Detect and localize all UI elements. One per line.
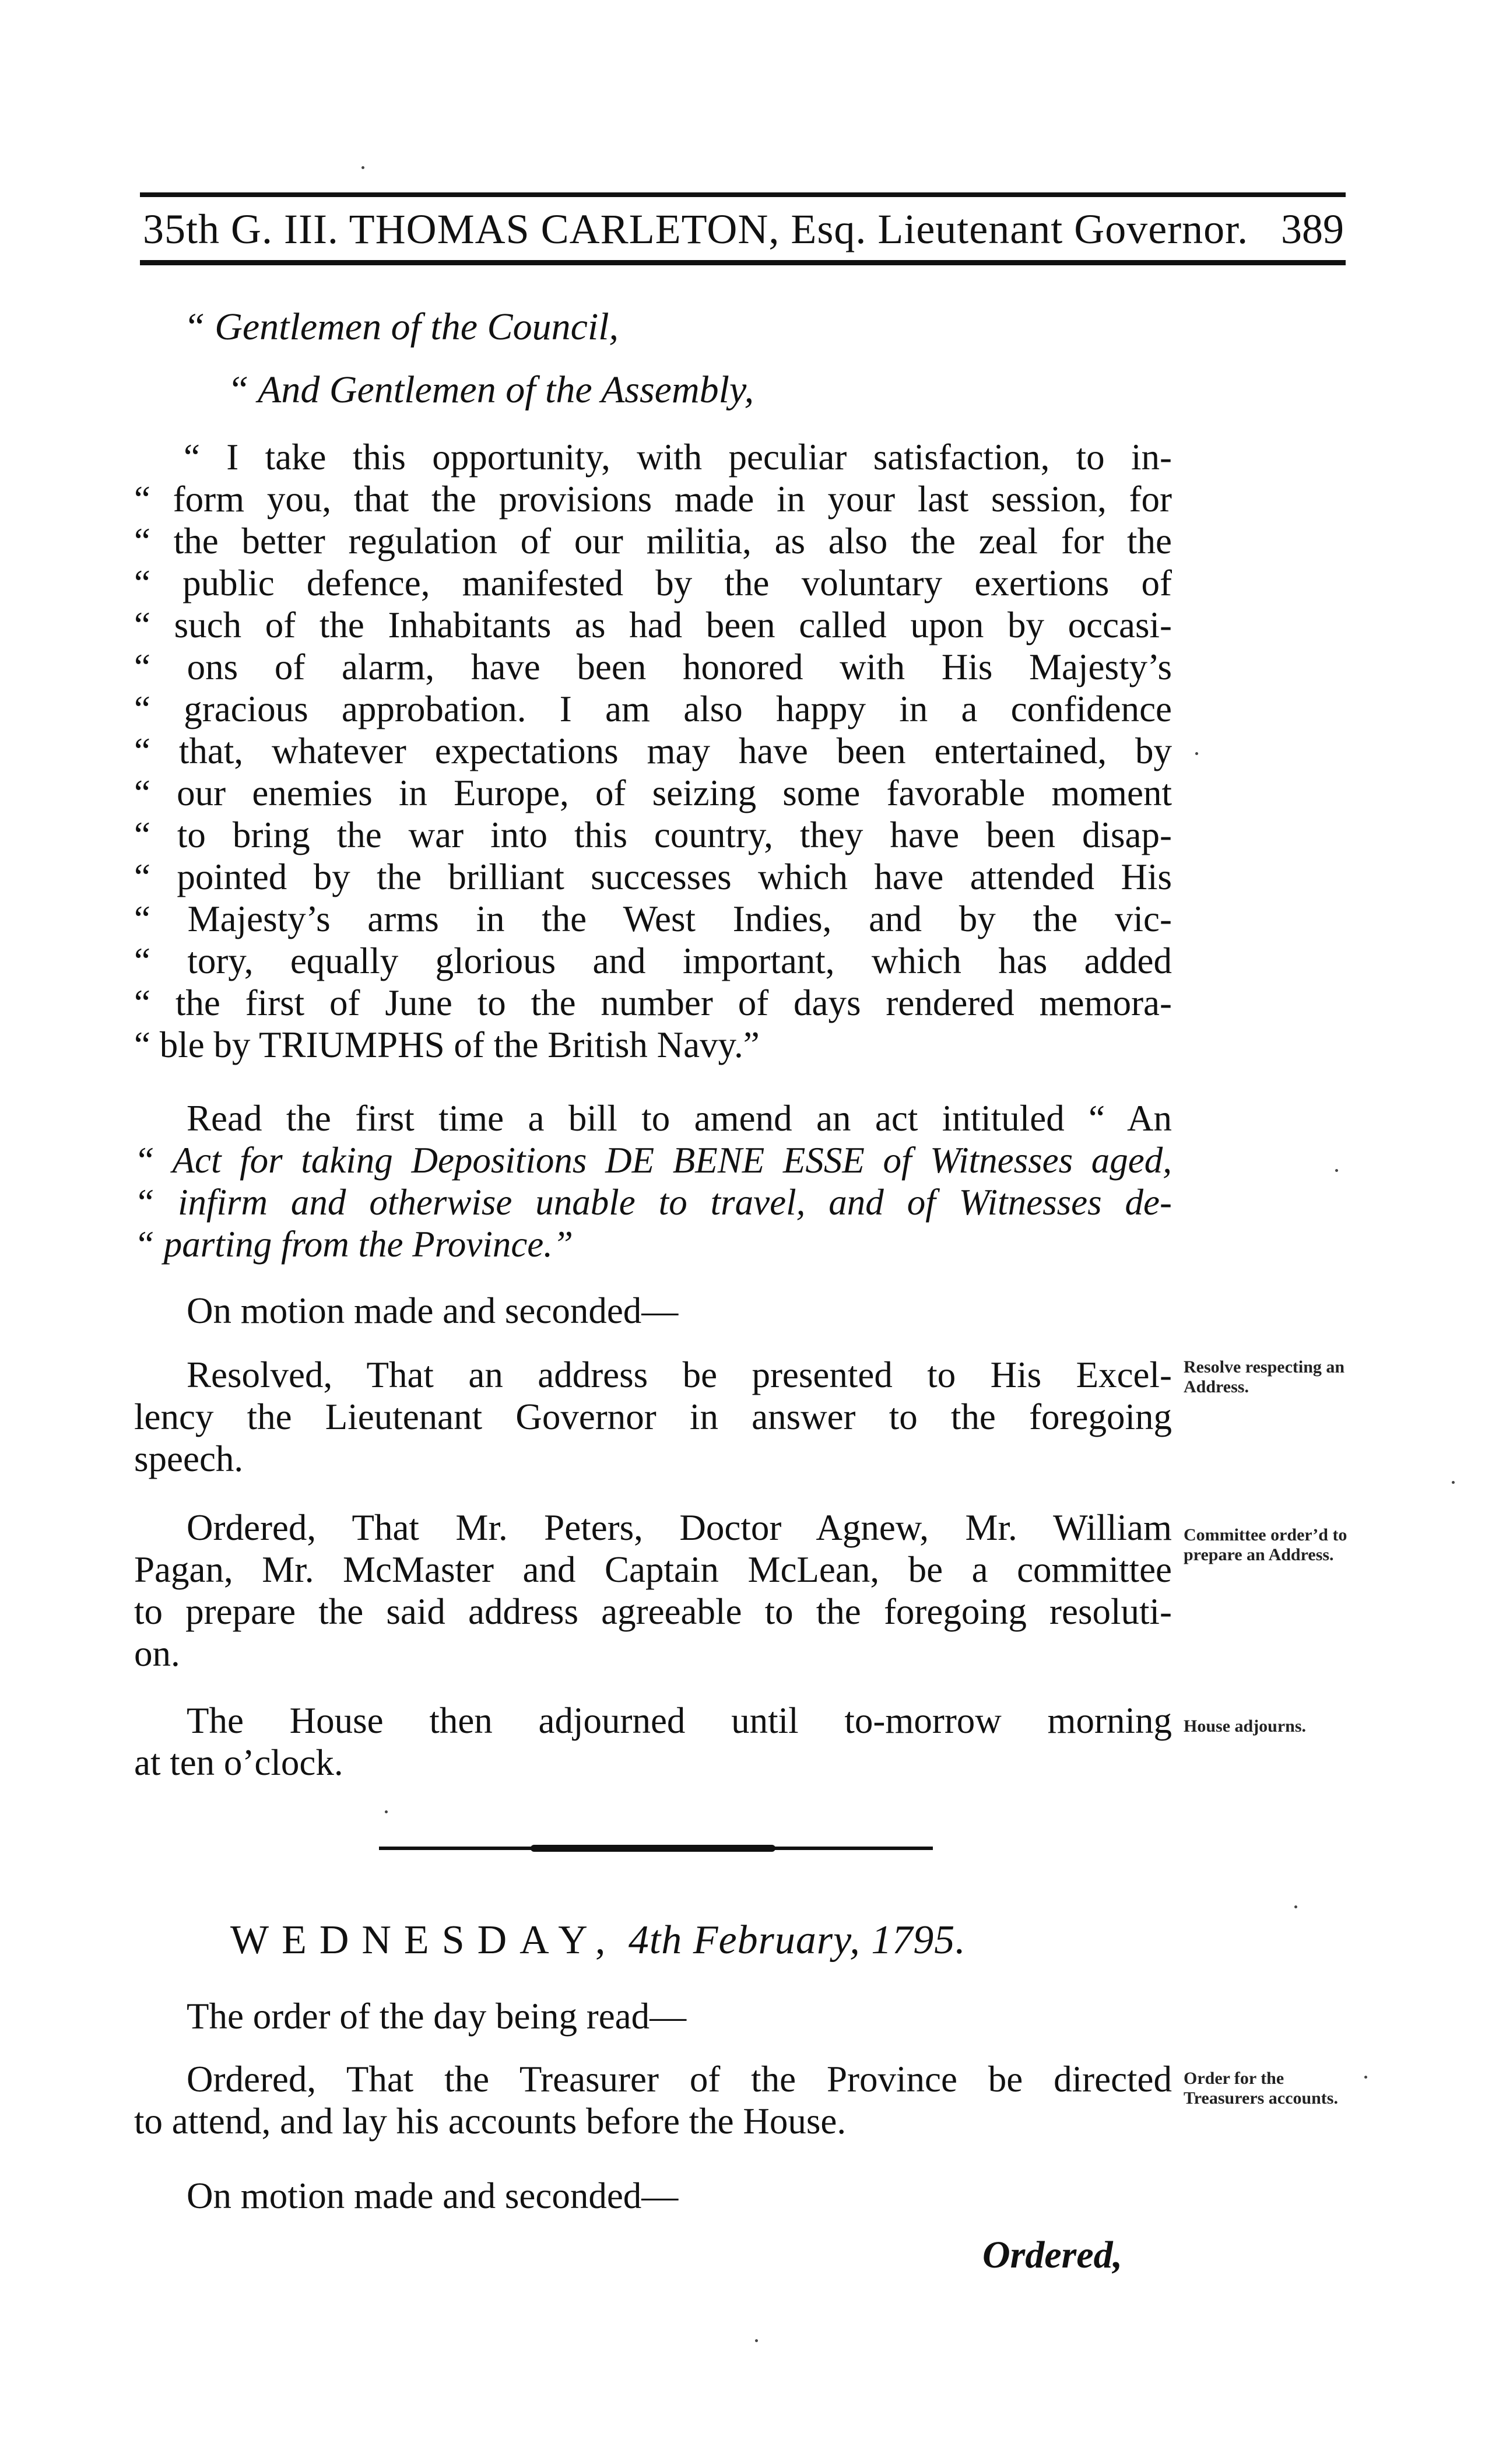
bill-line: “ parting from the Province.” — [134, 1224, 574, 1265]
motion-text-2: On motion made and seconded— — [187, 2175, 679, 2216]
committee-line: to prepare the said address agreeable to the foregoing resoluti- — [134, 1591, 1172, 1632]
paper-speck — [1452, 1481, 1455, 1484]
margin-note-resolve: Resolve respecting an Address. — [1184, 1357, 1345, 1396]
committee-line: Ordered, That Mr. Peters, Doctor Agnew, Mr. William — [187, 1507, 1172, 1548]
running-head: 35th G. III. THOMAS CARLETON, Esq. Lieutenant Governor. — [143, 206, 1249, 252]
paper-speck — [1294, 1905, 1297, 1908]
speech-line: “ I take this opportunity, with peculiar satisfaction, to in- — [184, 437, 1172, 478]
day-date: 4th February, 1795. — [628, 1918, 966, 1963]
adjourn-line: The House then adjourned until to-morrow morning — [187, 1700, 1172, 1741]
header-rule-bottom — [140, 260, 1346, 265]
speech-line: “ form you, that the provisions made in your last session, for — [134, 479, 1172, 520]
salutation-council: “ Gentlemen of the Council, — [184, 306, 619, 348]
treasurer-line: Ordered, That the Treasurer of the Province be directed — [187, 2059, 1172, 2100]
speech-line: “ pointed by the brilliant successes which have attended His — [134, 857, 1172, 897]
speech-line: “ tory, equally glorious and important, which has added — [134, 940, 1172, 981]
adjourn-line: at ten o’clock. — [134, 1742, 343, 1783]
day-name: WEDNESDAY, — [230, 1918, 619, 1963]
speech-line: “ the better regulation of our militia, as also the zeal for the — [134, 521, 1172, 561]
day-heading — [230, 1917, 966, 1964]
speech-quote — [134, 436, 1172, 1066]
page-header — [143, 203, 1344, 255]
resolved-line: Resolved, That an address be presented to His Excel- — [187, 1354, 1172, 1395]
bill-line: “ infirm and otherwise unable to travel, and of Witnesses de- — [134, 1182, 1172, 1223]
paper-speck — [1335, 1169, 1338, 1172]
margin-note-order-treasurer: Order for the Treasurers accounts. — [1184, 2069, 1338, 2108]
catchword: Ordered, — [982, 2234, 1123, 2276]
speech-line: “ to bring the war into this country, they have been disap- — [134, 815, 1172, 855]
speech-line: “ the first of June to the number of days rendered memora- — [134, 982, 1172, 1023]
adjourn-paragraph — [134, 1700, 1172, 1784]
page-number: 389 — [1281, 206, 1344, 252]
speech-line: “ gracious approbation. I am also happy in a confidence — [134, 689, 1172, 729]
committee-line: on. — [134, 1633, 180, 1674]
committee-line: Pagan, Mr. McMaster and Captain McLean, be a committee — [134, 1549, 1172, 1590]
paper-speck — [1195, 752, 1198, 755]
motion-paragraph — [134, 1290, 1172, 1332]
ordered-committee-paragraph — [134, 1507, 1172, 1675]
bill-line: Read the first time a bill to amend an act intituled “ An — [187, 1098, 1172, 1139]
resolved-line: lency the Lieutenant Governor in answer to the foregoing — [134, 1396, 1172, 1437]
margin-note-house: House adjourns. — [1184, 1717, 1307, 1736]
motion-text: On motion made and seconded— — [187, 1290, 679, 1331]
salutation-assembly: “ And Gentlemen of the Assembly, — [227, 368, 754, 411]
order-of-day-paragraph — [134, 1995, 1172, 2037]
resolved-paragraph — [134, 1354, 1172, 1480]
ordered-treasurer-paragraph — [134, 2058, 1172, 2142]
motion-paragraph-2 — [134, 2175, 1172, 2217]
paper-speck — [385, 1810, 388, 1813]
speech-line: “ ons of alarm, have been honored with His Majesty’s — [134, 647, 1172, 687]
speech-line: “ such of the Inhabitants as had been called upon by occasi- — [134, 605, 1172, 645]
treasurer-line: to attend, and lay his accounts before the House. — [134, 2101, 847, 2142]
section-separator — [379, 1844, 933, 1852]
speech-line: “ ble by TRIUMPHS of the British Navy.” — [134, 1024, 760, 1065]
bill-line: “ Act for taking Depositions DE BENE ESSE of Witnesses aged, — [134, 1140, 1172, 1181]
speech-line: “ our enemies in Europe, of seizing some favorable moment — [134, 773, 1172, 813]
bill-reading — [134, 1097, 1172, 1265]
paper-speck — [361, 166, 364, 169]
speech-line: “ that, whatever expectations may have been entertained, by — [134, 731, 1172, 771]
order-of-day-text: The order of the day being read— — [187, 1996, 687, 2037]
speech-line: “ public defence, manifested by the voluntary exertions of — [134, 563, 1172, 603]
resolved-line: speech. — [134, 1438, 244, 1479]
paper-speck — [1364, 2076, 1367, 2079]
header-rule-top — [140, 192, 1346, 197]
margin-note-committee: Committee order’d to prepare an Address. — [1184, 1525, 1347, 1564]
paper-speck — [755, 2339, 758, 2342]
speech-line: “ Majesty’s arms in the West Indies, and by the vic- — [134, 898, 1172, 939]
